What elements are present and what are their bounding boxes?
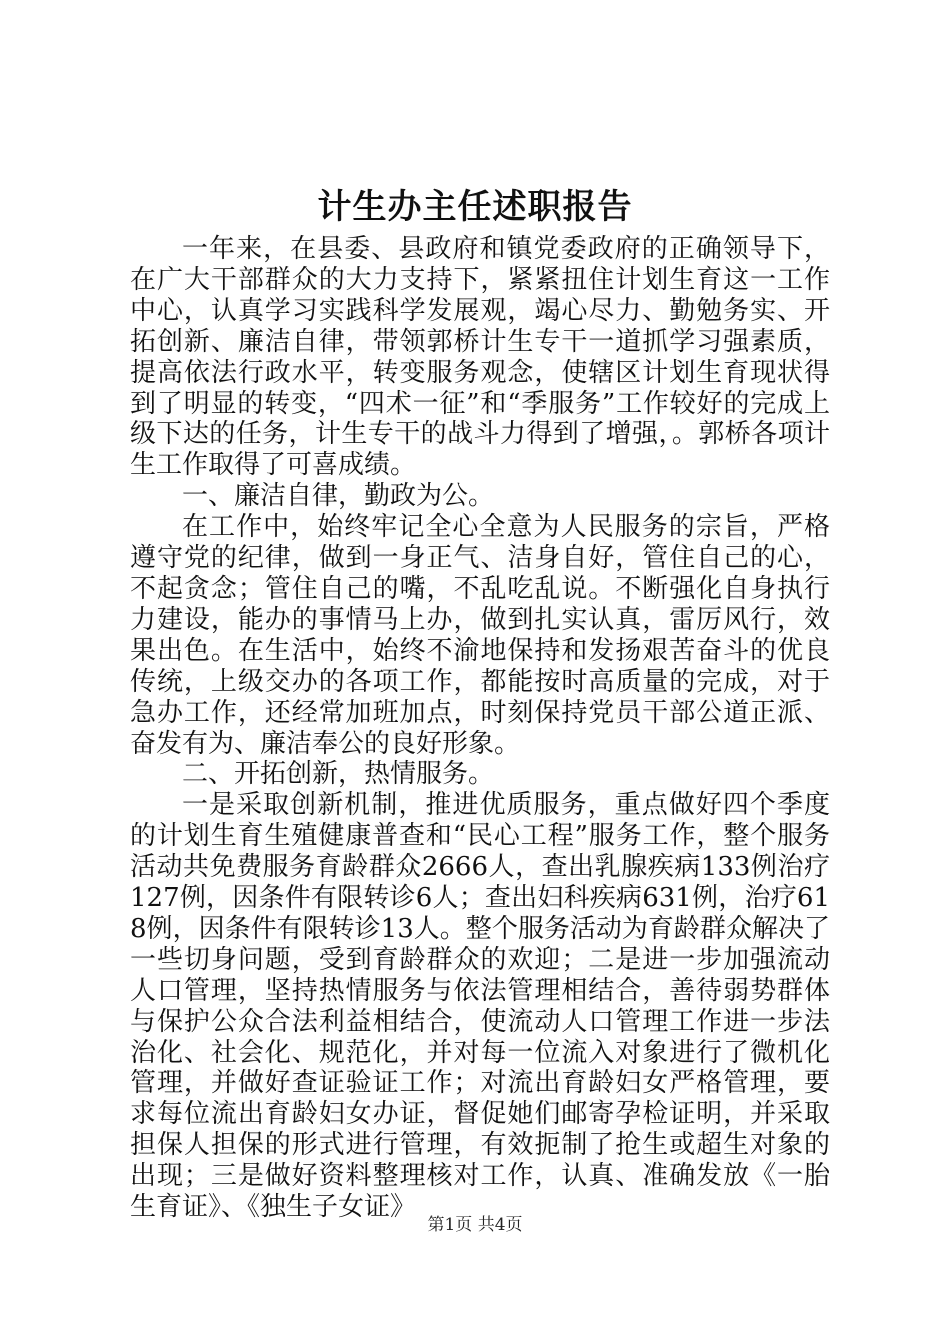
section-heading-2: 二、开拓创新，热情服务。 <box>182 759 495 790</box>
section-heading-1: 一、廉洁自律，勤政为公。 <box>182 481 495 512</box>
document-title: 计生办主任述职报告 <box>317 187 633 227</box>
paragraph-intro: 一年来，在县委、县政府和镇党委政府的正确领导下，在广大干部群众的大力支持下，紧紧扭住计划生育这一工作中心，认真学习实践科学发展观，竭心尽力、勤勉务实、开拓创新、廉洁自律，带领郭桥计生专干一道抓学习强素质，提高依法行政水平，转变服务观念，使辖区计划生育现状得到了明显的转变，“四术一征”和“季服务”工作较好的完成上级下达的任务，计生专干的战斗力得到了增强，。郭桥各项计生工作取得了可喜成绩。 <box>130 234 830 481</box>
document-body <box>130 234 830 1223</box>
paragraph-section-2: 一是采取创新机制，推进优质服务，重点做好四个季度的计划生育生殖健康普查和“民心工程”服务工作，整个服务活动共免费服务育龄群众2666人，查出乳腺疾病133例治疗127例，因条件有限转诊6人；查出妇科疾病631例，治疗618例，因条件有限转诊13人。整个服务活动为育龄群众解决了一些切身问题，受到育龄群众的欢迎；二是进一步加强流动人口管理，坚持热情服务与依法管理相结合，善待弱势群体与保护公众合法利益相结合，使流动人口管理工作进一步法治化、社会化、规范化，并对每一位流入对象进行了微机化管理，并做好查证验证工作；对流出育龄妇女严格管理，要求每位流出育龄妇女办证，督促她们邮寄孕检证明，并采取担保人担保的形式进行管理，有效扼制了抢生或超生对象的出现；三是做好资料整理核对工作，认真、准确发放《一胎生育证》、《独生子女证》 <box>130 790 830 1223</box>
page-footer: 第1页 共4页 <box>427 1215 523 1235</box>
paragraph-section-1: 在工作中，始终牢记全心全意为人民服务的宗旨，严格遵守党的纪律，做到一身正气、洁身自好，管住自己的心，不起贪念；管住自己的嘴，不乱吃乱说。不断强化自身执行力建设，能办的事情马上办，做到扎实认真，雷厉风行，效果出色。在生活中，始终不渝地保持和发扬艰苦奋斗的优良传统，上级交办的各项工作，都能按时高质量的完成，对于急办工作，还经常加班加点，时刻保持党员干部公道正派、奋发有为、廉洁奉公的良好形象。 <box>130 512 830 759</box>
